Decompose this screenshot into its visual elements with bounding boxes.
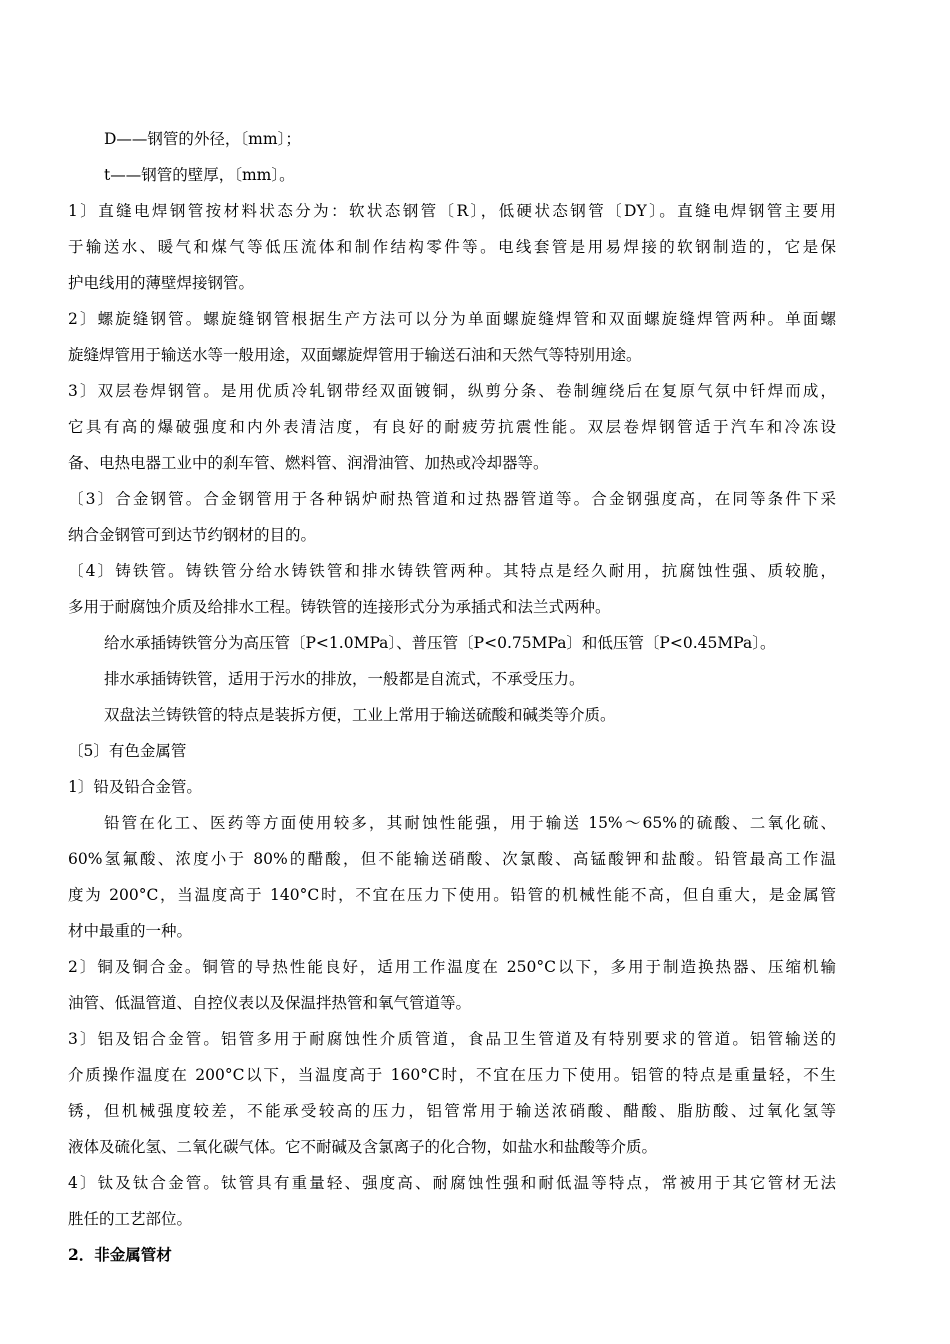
paragraph-line: 多用于耐腐蚀介质及给排水工程。铸铁管的连接形式分为承插式和法兰式两种。 [68,598,611,616]
paragraph-line: 护电线用的薄壁焊接钢管。 [68,274,255,292]
paragraph-line: 胜任的工艺部位。 [68,1210,193,1228]
paragraph-line: 铅管在化工、医药等方面使用较多，其耐蚀性能强，用于输送 15%～65%的硫酸、二氧化硫、 [104,814,836,832]
paragraph-line: 备、电热电器工业中的刹车管、燃料管、润滑油管、加热或冷却器等。 [68,454,549,472]
paragraph-line: 于输送水、暖气和煤气等低压流体和制作结构零件等。电线套管是用易焊接的软钢制造的，它是保 [68,238,836,256]
paragraph-line: 2〕螺旋缝钢管。螺旋缝钢管根据生产方法可以分为单面螺旋缝焊管和双面螺旋缝焊管两种。单面螺 [68,310,836,328]
paragraph-line: 锈，但机械强度较差，不能承受较高的压力，铝管常用于输送浓硝酸、醋酸、脂肪酸、过氧化氢等 [68,1102,836,1120]
paragraph-line: 度为 200°C，当温度高于 140°C时，不宜在压力下使用。铅管的机械性能不高，但自重大，是金属管 [68,886,836,904]
paragraph-line: 液体及硫化氢、二氧化碳气体。它不耐碱及含氯离子的化合物，如盐水和盐酸等介质。 [68,1138,658,1156]
paragraph-line: 排水承插铸铁管，适用于污水的排放，一般都是自流式，不承受压力。 [104,670,585,688]
paragraph-line: 给水承插铸铁管分为高压管〔P<1.0MPa〕、普压管〔P<0.75MPa〕和低压管〔P<0.45MPa〕。 [104,634,776,652]
subsection-title-lead: 1〕铅及铅合金管。 [68,778,202,796]
paragraph-line: 介质操作温度在 200°C以下，当温度高于 160°C时，不宜在压力下使用。铝管的特点是重量轻，不生 [68,1066,836,1084]
paragraph-line: 旋缝焊管用于输送水等一般用途，双面螺旋焊管用于输送石油和天然气等特别用途。 [68,346,642,364]
definition-thickness: t——钢管的壁厚，〔mm〕。 [104,166,295,184]
paragraph-line: 2〕铜及铜合金。铜管的导热性能良好，适用工作温度在 250°C以下，多用于制造换热器、压缩机输 [68,958,836,976]
paragraph-line: 纳合金钢管可到达节约钢材的目的。 [68,526,317,544]
paragraph-line: 3〕双层卷焊钢管。是用优质冷轧钢带经双面镀铜，纵剪分条、卷制缠绕后在复原气氛中钎焊而成， [68,382,836,400]
section-heading-nonmetal-pipes: 2．非金属管材 [68,1245,172,1264]
paragraph-line: 4〕钛及钛合金管。钛管具有重量轻、强度高、耐腐蚀性强和耐低温等特点，常被用于其它管材无法 [68,1174,836,1192]
paragraph-line: 材中最重的一种。 [68,922,193,940]
paragraph-line: 〔4〕铸铁管。铸铁管分给水铸铁管和排水铸铁管两种。其特点是经久耐用，抗腐蚀性强、质较脆， [68,562,836,580]
paragraph-line: 1〕直缝电焊钢管按材料状态分为：软状态钢管〔R〕，低硬状态钢管〔DY〕。直缝电焊钢管主要用 [68,202,836,220]
paragraph-line: 双盘法兰铸铁管的特点是装拆方便，工业上常用于输送硫酸和碱类等介质。 [104,706,616,724]
paragraph-line: 它具有高的爆破强度和内外表清洁度，有良好的耐疲劳抗震性能。双层卷焊钢管适于汽车和冷冻设 [68,418,836,436]
definition-diameter: D——钢管的外径，〔mm〕； [104,130,301,148]
paragraph-line: 〔3〕合金钢管。合金钢管用于各种锅炉耐热管道和过热器管道等。合金钢强度高，在同等条件下采 [68,490,836,508]
section-title-nonferrous: 〔5〕有色金属管 [68,742,187,760]
document-body [68,128,858,1280]
paragraph-line: 60%氢氟酸、浓度小于 80%的醋酸，但不能输送硝酸、次氯酸、高锰酸钾和盐酸。铅管最高工作温 [68,850,836,868]
paragraph-line: 3〕铝及铝合金管。铝管多用于耐腐蚀性介质管道，食品卫生管道及有特别要求的管道。铝管输送的 [68,1030,836,1048]
paragraph-line: 油管、低温管道、自控仪表以及保温拌热管和氧气管道等。 [68,994,472,1012]
